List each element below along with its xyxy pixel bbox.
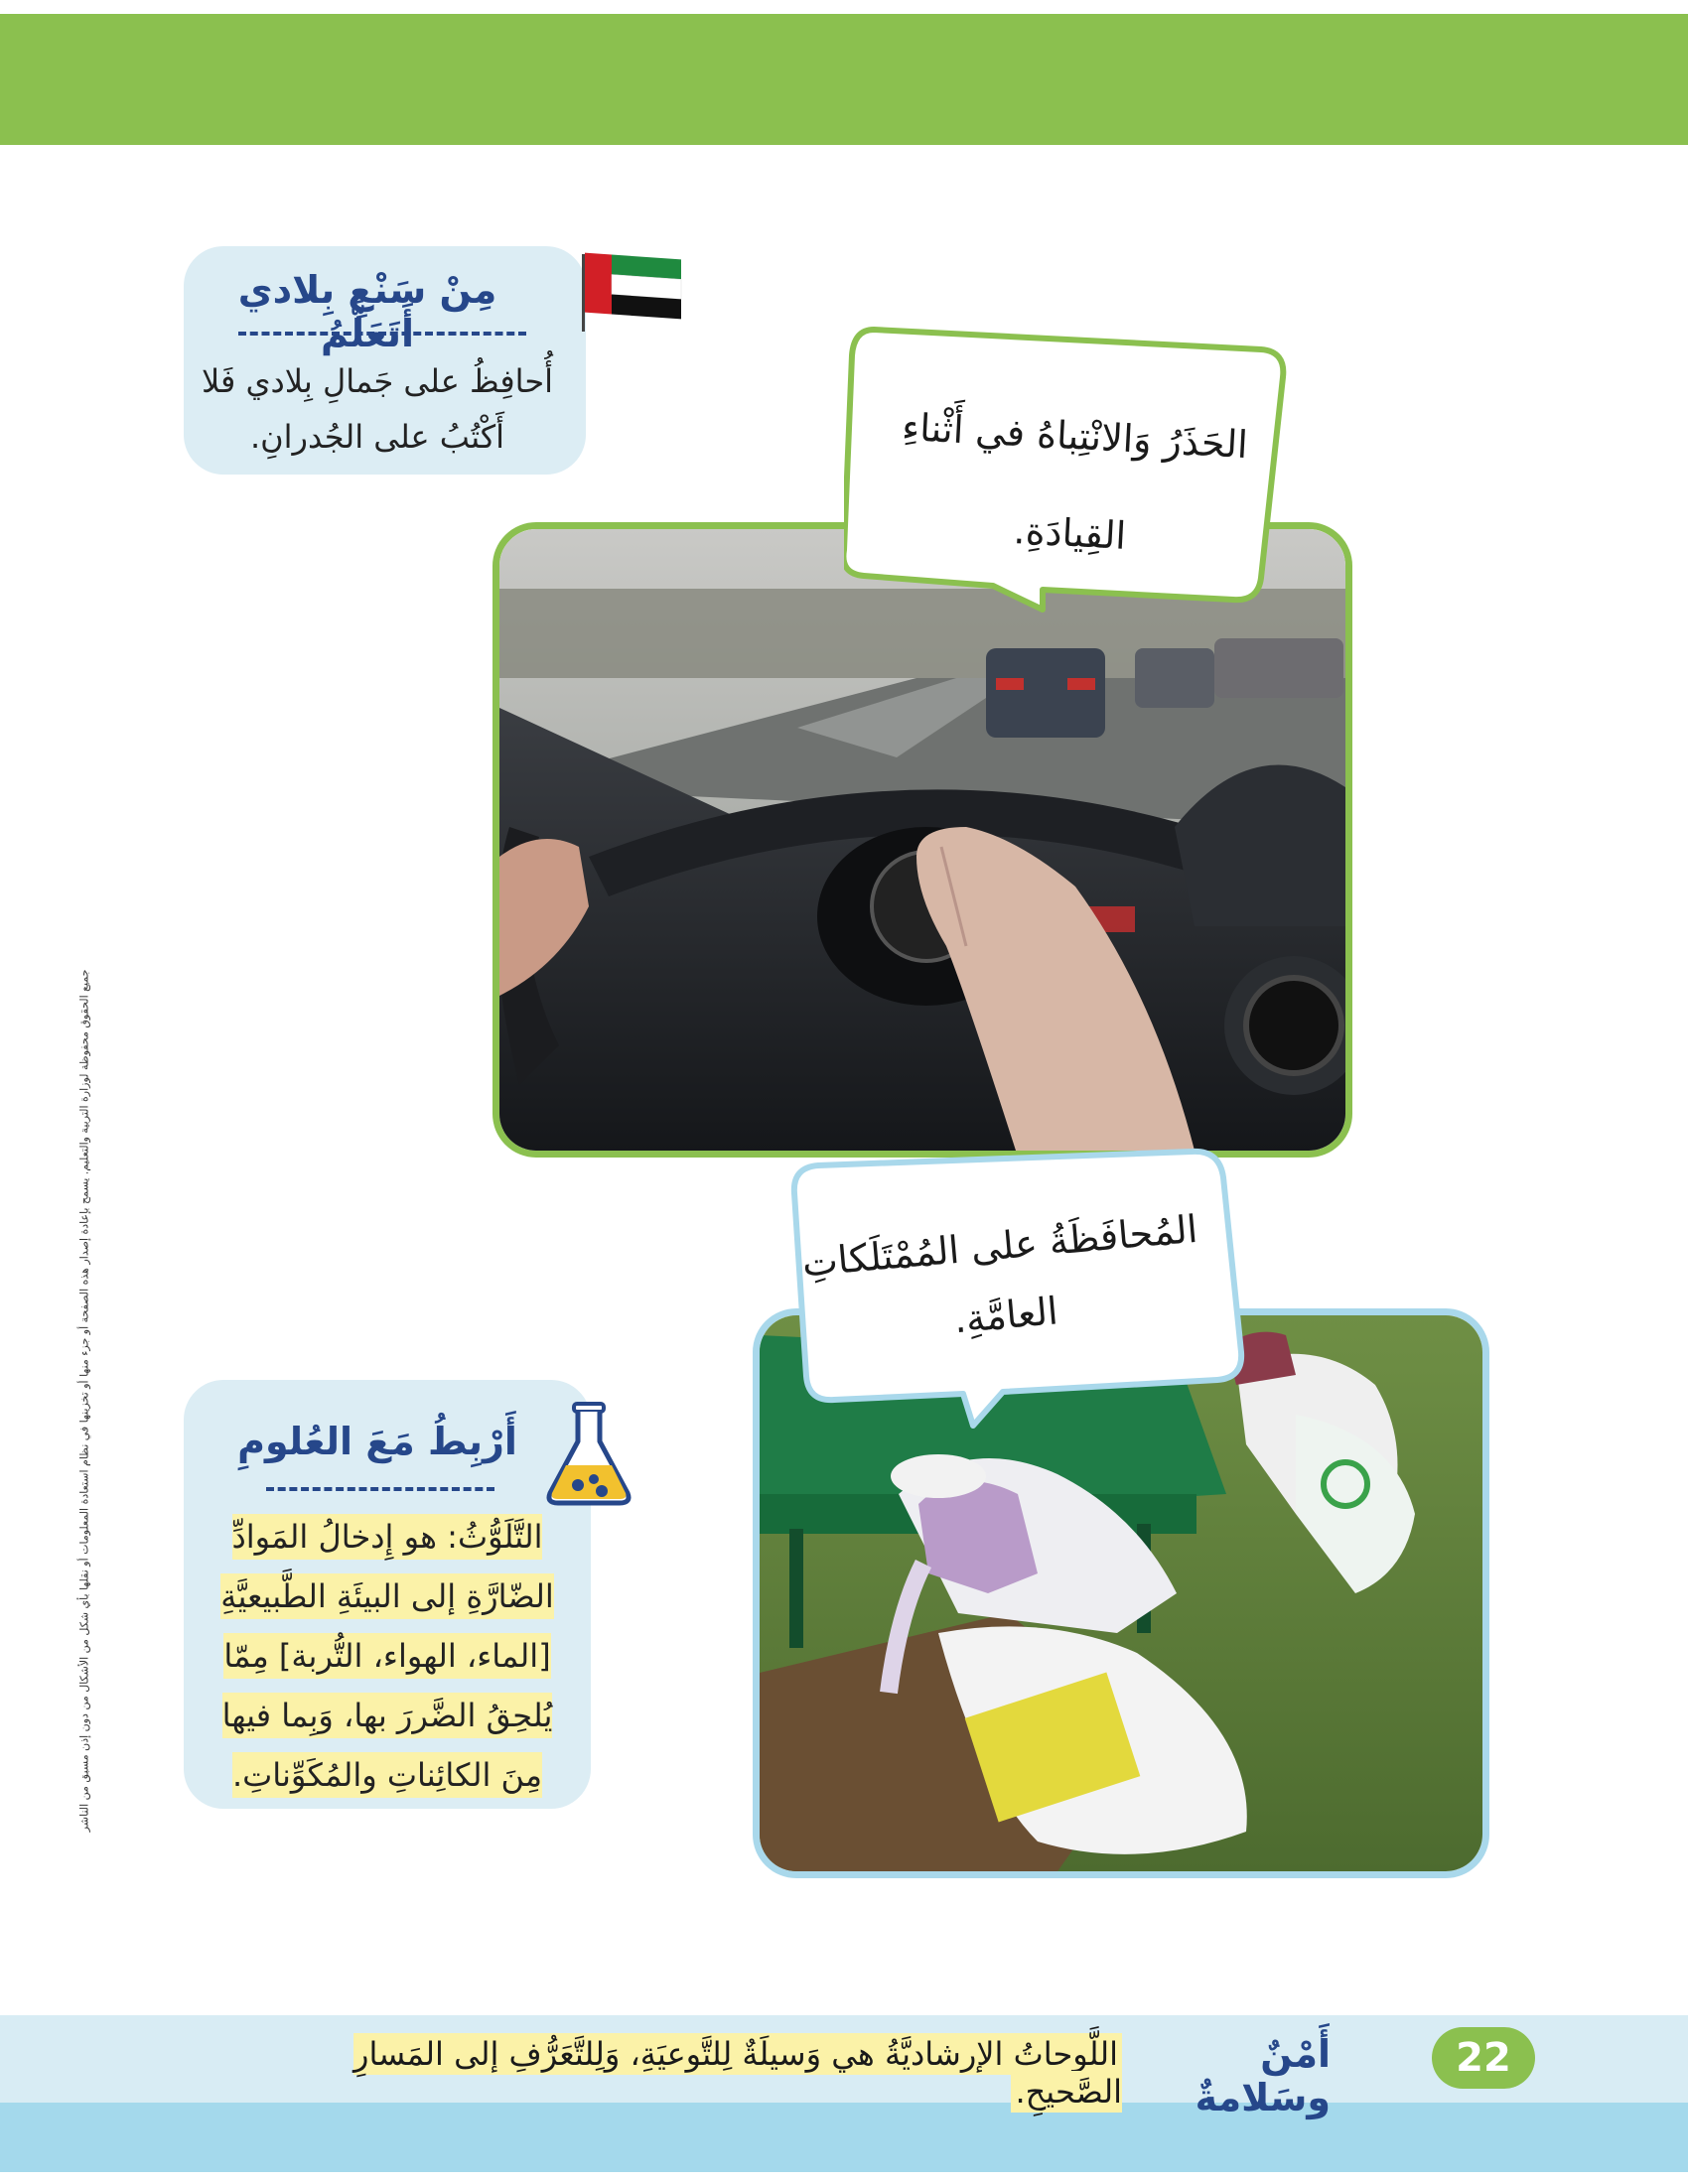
science-title: أَرْبِطُ مَعَ العُلومِ: [237, 1420, 517, 1463]
science-text: التَّلَوُّثُ: هو إِدخالُ المَوادِّ الضّارَّةِ إلى البيئَةِ الطَّبيعيَّةِ [الماء، الهواء، التُّربة] مِمّا يُلحِقُ الضَّررَ بها، وَبِما فيها مِنَ الكائِناتِ والمُكَوِّناتِ.: [220, 1514, 553, 1798]
science-divider: [266, 1487, 494, 1491]
speech-bubble-driving-text: الحَذَرُ وَالانْتِباهُ في أَثْناءِ القِيادَةِ.: [901, 404, 1249, 558]
science-text-container: [204, 1507, 571, 1805]
heritage-divider: [238, 332, 526, 336]
heritage-text: أُحافِظُ على جَمالِ بِلادي فَلا أَكْتُبُ على الجُدرانِ.: [201, 362, 554, 456]
driving-photo: [492, 522, 1352, 1158]
footer-label: أَمْنٌ وسَلامةٌ: [1195, 2032, 1331, 2119]
page-number: 22: [1432, 2027, 1535, 2089]
flask-icon: [544, 1400, 633, 1509]
top-green-band: [0, 14, 1688, 145]
copyright-note: جميع الحقوق محفوظة لوزارة التربية والتعليم. يسمح بإعادة إصدار هذه الصفحة أو جزء منها أو تخزينها في نظام استعادة المعلومات أو نقلها بأي شكل من الأشكال من دون إذن مسبق من الناشر: [77, 969, 91, 1833]
uae-flag-icon: [576, 252, 683, 332]
footer-text: اللَّوحاتُ الإرشاديَّةُ هي وَسيلَةٌ لِلتَّوعيَةِ، وَلِلتَّعَرُّفِ إلى المَسارِ الصَّحيحِ.: [353, 2035, 1122, 2111]
footer-bottom-band: [0, 2103, 1688, 2172]
footer-text-container: [328, 2035, 1122, 2111]
speech-bubble-property-text: المُحافَظَةُ على المُمْتَلَكاتِ العامَّةِ.: [800, 1206, 1199, 1342]
heritage-title: مِنْ سَنْعِ بِلادي أَتَعَلَّمُ: [237, 268, 497, 355]
